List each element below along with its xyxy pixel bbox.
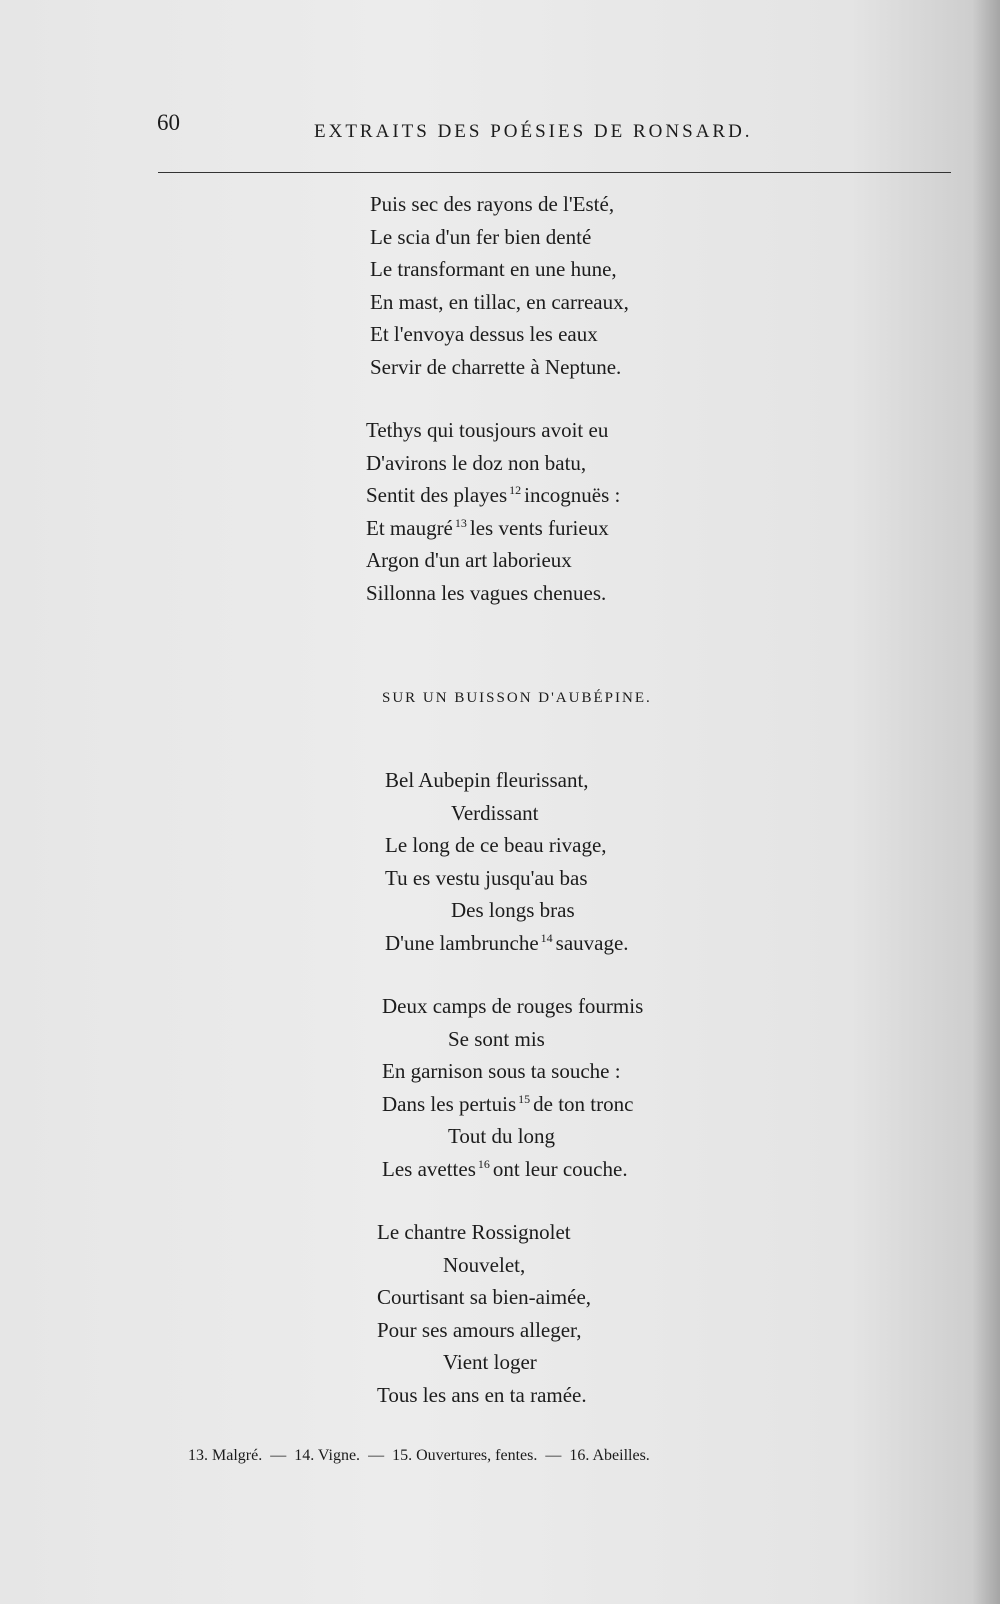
verse-text: Sillonna les vagues chenues. xyxy=(366,580,607,605)
verse-line xyxy=(366,577,620,610)
verse-text: incognuës : xyxy=(524,483,621,507)
verse-line xyxy=(385,862,629,895)
verse-line xyxy=(385,797,629,830)
footnote: 13. Malgré. xyxy=(188,1447,263,1464)
poem-title: SUR UN BUISSON D'AUBÉPINE. xyxy=(382,690,652,706)
verse-line xyxy=(382,1088,643,1121)
verse-line xyxy=(370,286,629,319)
footnote: 14. Vigne. xyxy=(294,1447,361,1464)
verse-text: Bel Aubepin fleurissant, xyxy=(385,768,589,792)
verse-text: Tout du long xyxy=(448,1124,556,1148)
verse-line xyxy=(385,894,629,927)
verse-text: Tu es vestu jusqu'au bas xyxy=(385,865,588,890)
page-number: 60 xyxy=(157,110,180,135)
verse-line xyxy=(377,1379,591,1412)
running-title: EXTRAITS DES POÉSIES DE RONSARD. xyxy=(314,121,753,142)
footnote-separator: — xyxy=(545,1447,562,1464)
footnote-marker: 15 xyxy=(518,1091,531,1106)
header-rule xyxy=(158,172,951,173)
stanza xyxy=(377,1216,591,1411)
footnote-marker: 12 xyxy=(509,483,522,497)
verse-text: Verdissant xyxy=(451,800,539,825)
footnote-marker: 13 xyxy=(454,515,467,530)
verse-text: Les avettes xyxy=(382,1156,476,1181)
verse-text: Pour ses amours alleger, xyxy=(377,1317,582,1342)
verse-line xyxy=(370,221,629,254)
footnote-marker: 16 xyxy=(477,1156,490,1171)
verse-line xyxy=(382,1023,643,1056)
footnote-separator: — xyxy=(270,1447,287,1464)
verse-text: Puis sec des rayons de l'Esté, xyxy=(370,192,615,216)
verse-text: En mast, en tillac, en carreaux, xyxy=(370,289,629,314)
verse-line xyxy=(382,1153,643,1186)
verse-text: de ton tronc xyxy=(533,1091,634,1116)
footnotes xyxy=(188,1447,650,1465)
verse-line xyxy=(370,351,629,384)
verse-text: Des longs bras xyxy=(451,898,575,922)
verse-text: les vents furieux xyxy=(469,515,609,540)
verse-text: Et maugré xyxy=(366,515,453,540)
stanza xyxy=(385,764,629,959)
verse-text: Le long de ce beau rivage, xyxy=(385,833,607,857)
footnote-marker: 14 xyxy=(540,930,553,945)
verse-line xyxy=(385,927,629,960)
verse-line xyxy=(366,512,620,545)
verse-line xyxy=(366,544,620,577)
verse-text: Servir de charrette à Neptune. xyxy=(370,354,622,379)
verse-line xyxy=(385,764,629,797)
footnote: 16. Abeilles. xyxy=(569,1447,650,1464)
verse-line xyxy=(366,479,620,512)
verse-text: Argon d'un art laborieux xyxy=(366,548,572,572)
stanza xyxy=(366,414,620,609)
page-edge-shadow xyxy=(972,0,1000,1604)
verse-text: D'avirons le doz non batu, xyxy=(366,450,587,475)
verse-line xyxy=(382,1120,643,1153)
verse-line xyxy=(370,188,629,221)
verse-text: Tethys qui tousjours avoit eu xyxy=(366,418,609,442)
footnote: 15. Ouvertures, fentes. xyxy=(392,1447,538,1464)
verse-line xyxy=(377,1314,591,1347)
verse-text: Vient loger xyxy=(443,1350,537,1374)
verse-line xyxy=(366,447,620,480)
verse-text: Le transformant en une hune, xyxy=(370,257,617,281)
verse-line xyxy=(382,1055,643,1088)
verse-text: sauvage. xyxy=(555,930,629,955)
verse-text: Dans les pertuis xyxy=(382,1091,517,1116)
verse-line xyxy=(377,1346,591,1379)
verse-text: En garnison sous ta souche : xyxy=(382,1059,621,1083)
verse-line xyxy=(366,414,620,447)
verse-text: Le chantre Rossignolet xyxy=(377,1220,571,1244)
verse-text: ont leur couche. xyxy=(492,1156,628,1181)
verse-line xyxy=(385,829,629,862)
verse-text: Courtisant sa bien-aimée, xyxy=(377,1285,592,1309)
verse-text: Sentit des playes xyxy=(366,483,508,507)
verse-text: Tous les ans en ta ramée. xyxy=(377,1382,587,1407)
verse-text: Deux camps de rouges fourmis xyxy=(382,994,644,1018)
verse-line xyxy=(382,990,643,1023)
verse-text: D'une lambrunche xyxy=(385,930,539,955)
verse-text: Le scia d'un fer bien denté xyxy=(370,224,592,249)
verse-text: Se sont mis xyxy=(448,1026,545,1051)
stanza xyxy=(370,188,629,383)
verse-text: Et l'envoya dessus les eaux xyxy=(370,322,598,346)
verse-line xyxy=(377,1216,591,1249)
verse-line xyxy=(377,1281,591,1314)
verse-line xyxy=(370,253,629,286)
verse-line xyxy=(370,318,629,351)
stanza xyxy=(382,990,643,1185)
footnote-separator: — xyxy=(368,1447,385,1464)
verse-text: Nouvelet, xyxy=(443,1252,526,1277)
verse-line xyxy=(377,1249,591,1282)
